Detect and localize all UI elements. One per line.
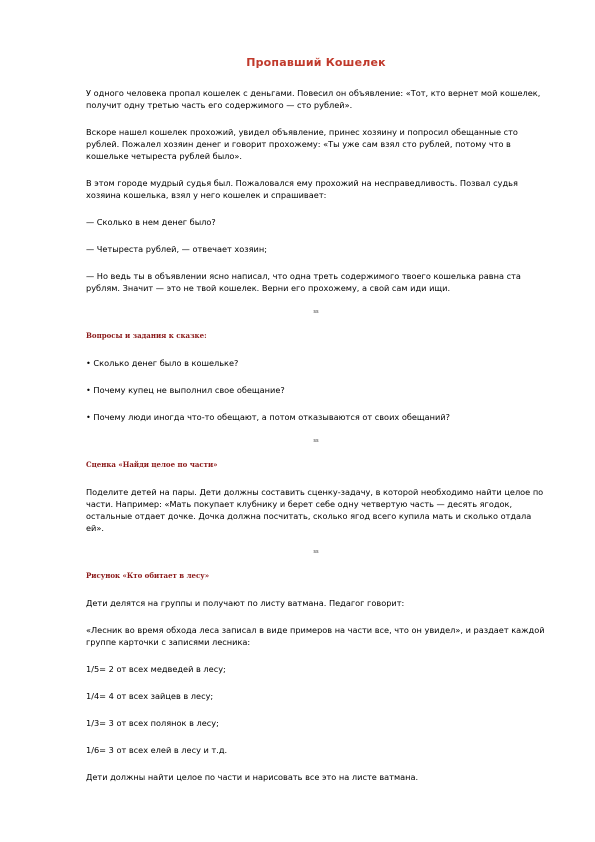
forester-record: 1/3= 3 от всех полянок в лесу; [86,718,219,728]
drawing-paragraph: Дети делятся на группы и получают по листу ватмана. Педагог говорит: [86,598,405,608]
scene-text: Поделите детей на пары. Дети должны составить сценку-задачу, в которой необходимо найти целое по части. Например: «Мать покупает клубнику и берет себе одну четвертую часть — десять ягодок, остальные отдает дочке. Дочка должна посчитать, сколько ягод всего купила мать и сколько отдала ей». [86,487,544,533]
story-paragraph-2: Вскоре нашел кошелек прохожий, увидел объявление, принес хозяину и попросил обещанные сто рублей. Пожалел хозяин денег и говорит прохожему: «Ты уже сам взял сто рублей, потому что в кошельке четыреста рублей было». [86,127,518,161]
document-page [86,56,546,798]
forester-record: 1/6= 3 от всех елей в лесу и т.д. [86,745,228,755]
forester-record: 1/4= 4 от всех зайцев в лесу; [86,691,214,701]
drawing-paragraph: «Лесник во время обхода леса записал в виде примеров на части все, что он увидел», и раздает каждой группе карточки с записями лесника: [86,625,545,647]
story-paragraph-1: У одного человека пропал кошелек с деньгами. Повесил он объявление: «Тот, кто вернет мой кошелек, получит одну третью часть его содержимого — сто рублей». [86,88,541,110]
scene-heading: Сценка «Найди целое по части» [86,460,218,469]
drawing-heading: Рисунок «Кто обитает в лесу» [86,571,210,580]
question-item: • Сколько денег было в кошельке? [86,358,239,368]
questions-heading: Вопросы и задания к сказке: [86,331,207,340]
drawing-paragraph: Дети должны найти целое по части и нарисовать все это на листе ватмана. [86,772,419,782]
question-item: • Почему люди иногда что-то обещают, а потом отказываются от своих обещаний? [86,412,450,422]
question-item: • Почему купец не выполнил свое обещание? [86,385,285,395]
story-paragraph-3: В этом городе мудрый судья был. Пожаловался ему прохожий на несправедливость. Позвал судья хозяина кошелька, взял у него кошелек и спрашивает: [86,178,518,200]
section-divider: ss [313,309,319,315]
section-divider: ss [313,549,319,555]
forester-record: 1/5= 2 от всех медведей в лесу; [86,664,226,674]
story-dialogue-3: — Но ведь ты в объявлении ясно написал, что одна треть содержимого твоего кошелька равна ста рублям. Значит — это не твой кошелек. Верни его прохожему, а свой сам иди ищи. [86,271,521,293]
story-dialogue-2: — Четыреста рублей, — отвечает хозяин; [86,244,267,254]
section-divider: ss [313,438,319,444]
document-title: Пропавший Кошелек [246,56,386,69]
story-dialogue-1: — Сколько в нем денег было? [86,217,216,227]
